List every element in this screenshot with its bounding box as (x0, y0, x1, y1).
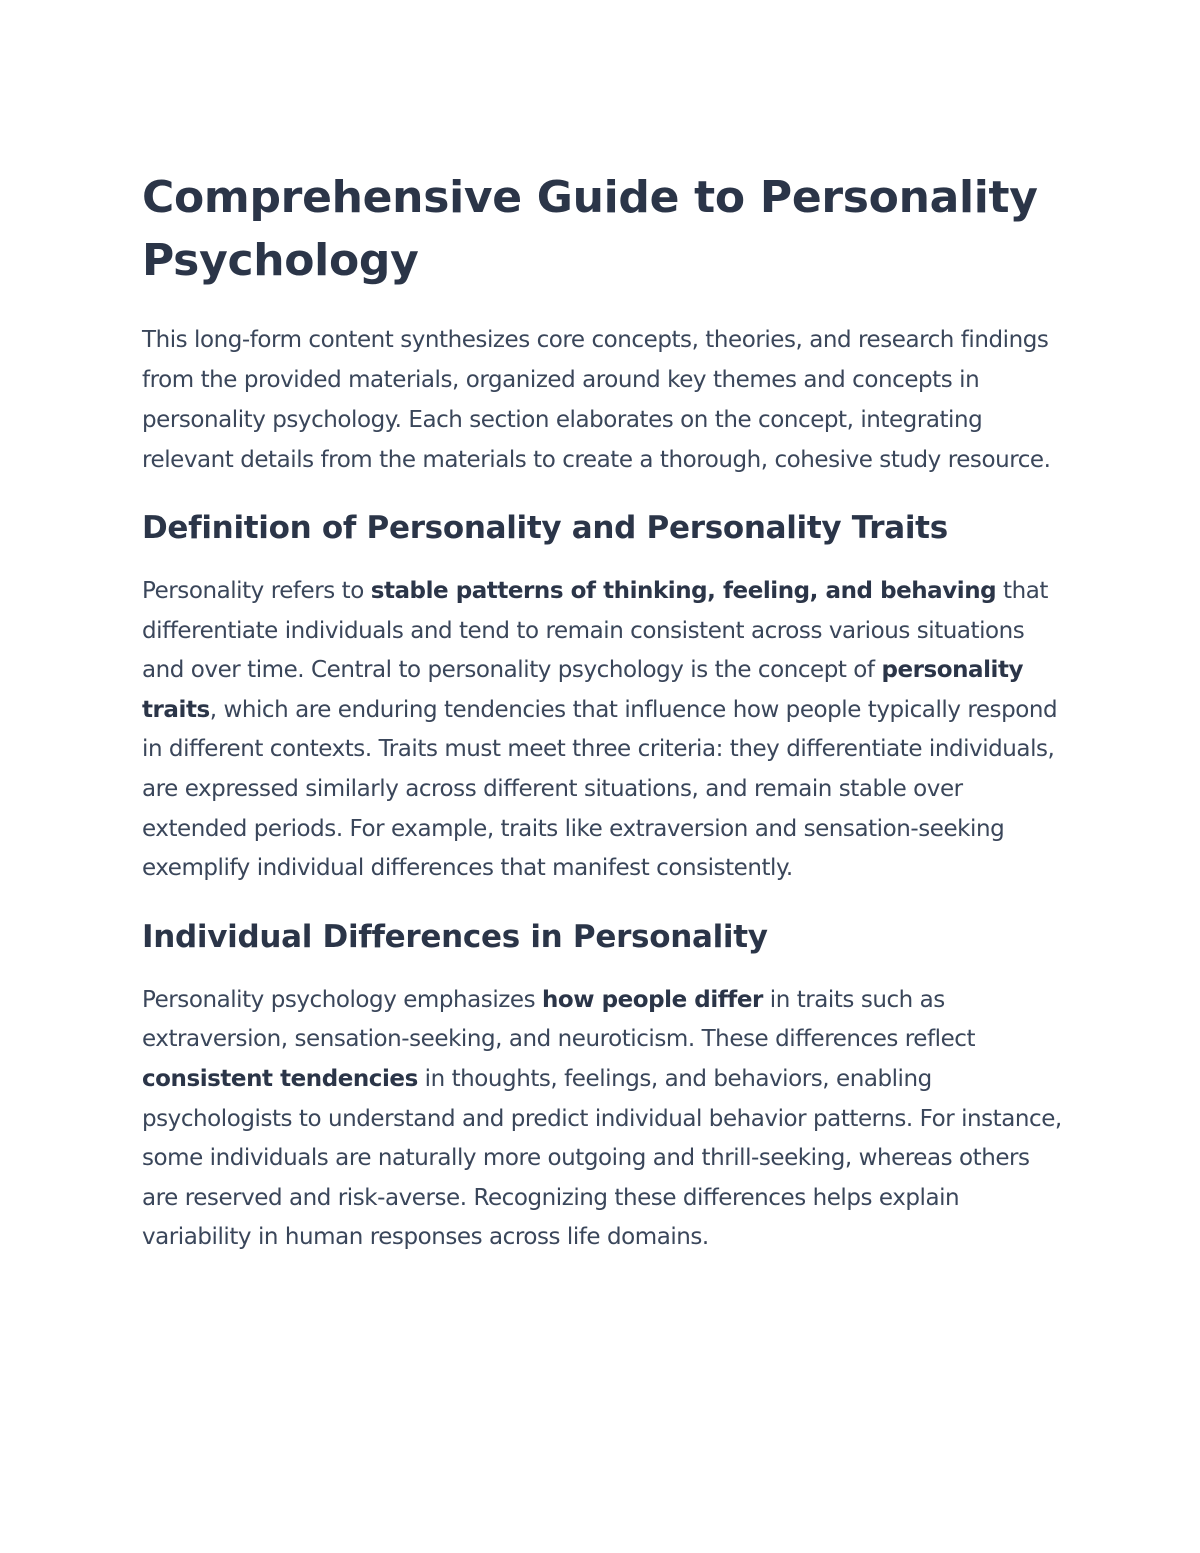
intro-paragraph: This long-form content synthesizes core concepts, theories, and research findings from the provided materials, organized around key themes and concepts in personality psychology. Each section elaborates on the concept, integrating relevant details from the materials to create a thorough, cohesive study resource. (142, 327, 1051, 473)
text-run: , which are enduring tendencies that influence how people typically respond in different contexts. Traits must meet three criteria: they differentiate individuals, are expressed similarly across different situations, and remain stable over extended periods. For example, traits like extraversion and sensation-seeking exemplify individual differences that manifest consistently. (142, 696, 1058, 882)
text-run: Personality refers to (142, 578, 371, 604)
text-run: in traits such as extraversion, sensation-seeking, and neuroticism. These differences reflect (142, 986, 976, 1053)
text-run: Personality psychology emphasizes (142, 986, 542, 1013)
bold-term: consistent tendencies (142, 1065, 418, 1092)
text-run: that differentiate individuals and tend to remain consistent across various situations and over time. Central to personality psychology is the concept of (142, 578, 1048, 684)
section-paragraph-definition (142, 572, 1072, 889)
bold-term: stable patterns of thinking, feeling, and behaving (370, 578, 997, 604)
section-heading-definition: Definition of Personality and Personality Traits (142, 510, 948, 546)
text-run: in thoughts, feelings, and behaviors, enabling psychologists to understand and predict individual behavior patterns. For instance, some individuals are naturally more outgoing and thrill-seeking, whereas others are reserved and risk-averse. Recognizing these differences helps explain variability in human responses across life domains. (142, 1065, 1062, 1251)
page-title: Comprehensive Guide to Personality Psychology (142, 172, 1038, 286)
bold-term: personality traits (142, 657, 1024, 723)
document-page (142, 166, 1072, 1258)
section-heading-individual-differences: Individual Differences in Personality (142, 918, 768, 955)
bold-term: how people differ (542, 986, 763, 1013)
section-paragraph-individual-differences (142, 981, 1072, 1258)
